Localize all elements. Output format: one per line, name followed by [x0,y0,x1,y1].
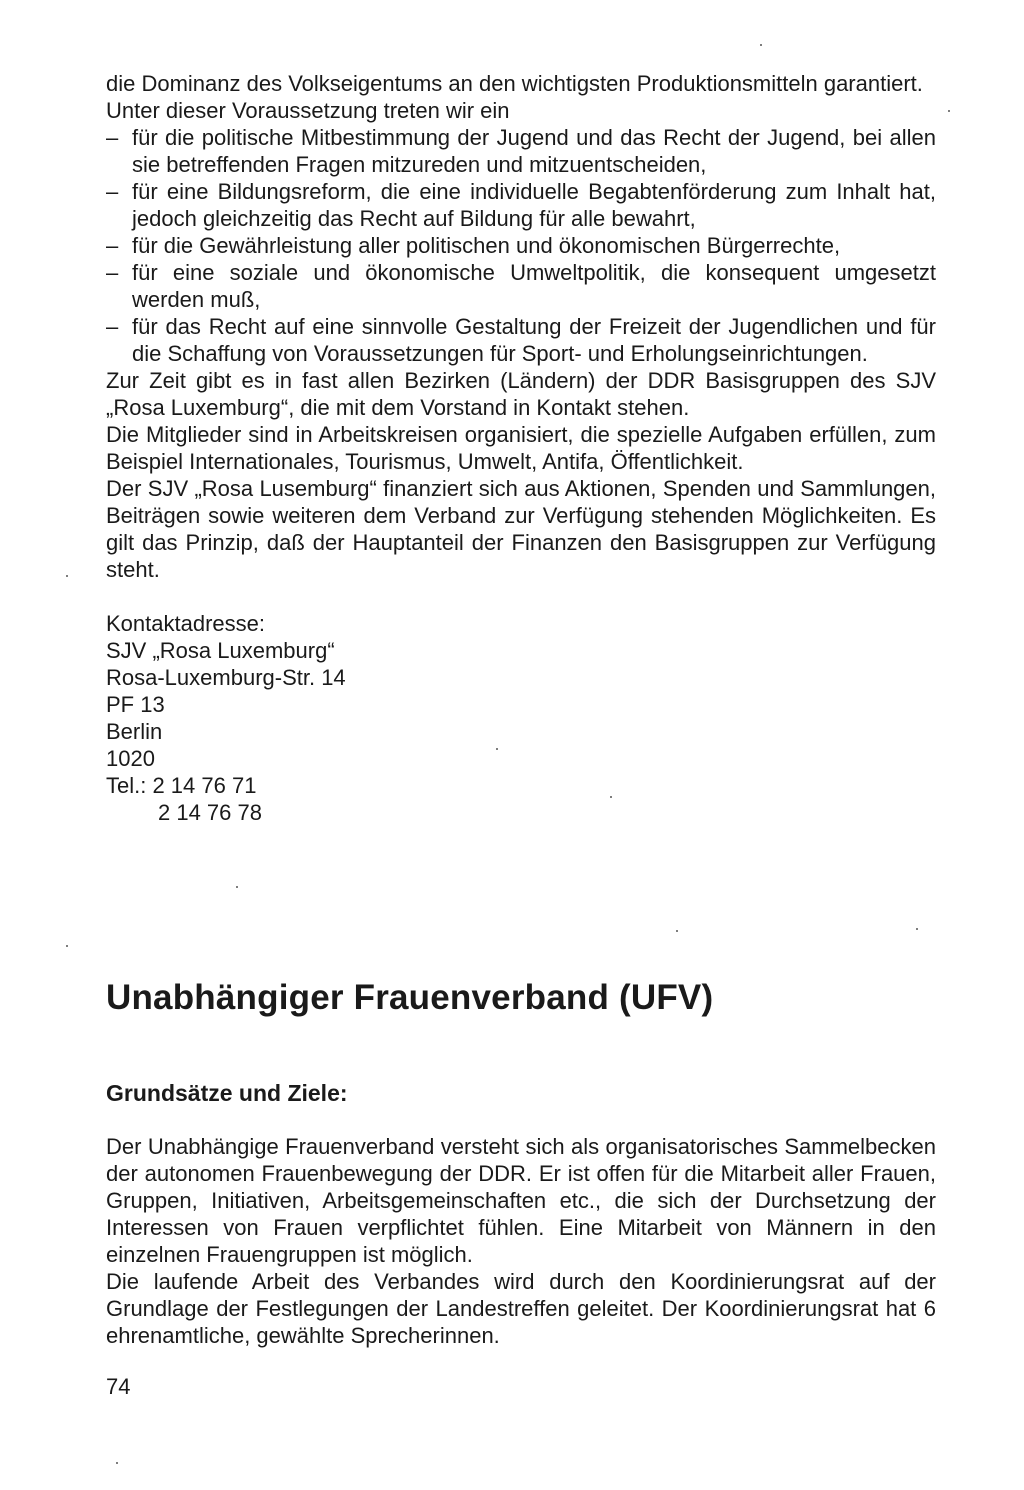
contact-zip: 1020 [106,746,155,771]
section-title: Unabhängiger Frauenverband (UFV) [106,978,714,1017]
scan-speck [66,575,68,577]
paragraph-basisgruppen: Zur Zeit gibt es in fast allen Bezirken (Ländern) der DDR Basisgruppen des SJV „Rosa Luxemburg“, die mit dem Vorstand in Kontakt stehen. [106,368,936,420]
scan-speck [676,930,678,932]
scan-speck [948,110,950,112]
intro-line-2: Unter dieser Voraussetzung treten wir ein [106,98,510,123]
scan-speck [610,796,612,798]
scan-speck [916,928,918,930]
scan-speck [236,886,238,888]
contact-label: Kontaktadresse: [106,611,265,636]
scan-speck [116,1462,118,1464]
contact-org: SJV „Rosa Luxemburg“ [106,638,335,663]
contact-city: Berlin [106,719,163,744]
contact-phone-2: 2 14 76 78 [158,800,262,825]
scan-speck [760,44,762,46]
scan-speck [66,945,68,947]
list-item: – für eine soziale und ökonomische Umweltpolitik, die konsequent umgesetzt werden muß, [106,259,936,313]
ufv-body [106,1133,936,1349]
page-number: 74 [106,1374,131,1399]
contact-street: Rosa-Luxemburg-Str. 14 [106,665,346,690]
page-body [106,70,936,826]
paragraph-finanzierung: Der SJV „Rosa Lusemburg“ finanziert sich aus Aktionen, Spenden und Sammlungen, Beiträgen sowie weiteren dem Verband zur Verfügung stehenden Möglichkeiten. Es gilt das Prinzip, daß der Hauptanteil der Finanzen den Basisgruppen zur Verfügung steht. [106,476,936,582]
contact-address [106,610,936,826]
demands-list [106,124,936,367]
list-item: – für eine Bildungsreform, die eine individuelle Begabtenförderung zum Inhalt hat, jedoch gleichzeitig das Recht auf Bildung für alle bewahrt, [106,178,936,232]
scan-speck [496,748,498,750]
paragraph-arbeitskreise: Die Mitglieder sind in Arbeitskreisen organisiert, die spezielle Aufgaben erfüllen, zum Beispiel Internationales, Tourismus, Umwelt, Antifa, Öffentlichkeit. [106,422,936,474]
ufv-paragraph-1: Der Unabhängige Frauenverband versteht sich als organisatorisches Sammelbecken der autonomen Frauenbewegung der DDR. Er ist offen für die Mitarbeit aller Frauen, Gruppen, Initiativen, Arbeitsgemeinschaften etc., die sich der Durchsetzung der Interessen von Frauen verpflichtet fühlen. Eine Mitarbeit von Männern in den einzelnen Frauengruppen ist möglich. [106,1134,936,1267]
list-item: – für das Recht auf eine sinnvolle Gestaltung der Freizeit der Jugendlichen und für die Schaffung von Voraussetzungen für Sport- und Erholungseinrichtungen. [106,313,936,367]
contact-pf: PF 13 [106,692,165,717]
section-subtitle: Grundsätze und Ziele: [106,1080,348,1106]
list-item: – für die Gewährleistung aller politischen und ökonomischen Bürgerrechte, [106,232,936,259]
intro-line-1: die Dominanz des Volkseigentums an den wichtigsten Produktionsmitteln garantiert. [106,71,923,96]
list-item: – für die politische Mitbestimmung der Jugend und das Recht der Jugend, bei allen sie betreffenden Fragen mitzureden und mitzuentscheiden, [106,124,936,178]
ufv-paragraph-2: Die laufende Arbeit des Verbandes wird durch den Koordinierungsrat auf der Grundlage der Festlegungen der Landestreffen geleitet. Der Koordinierungsrat hat 6 ehrenamtliche, gewählte Sprecherinnen. [106,1269,936,1348]
contact-phone-1: Tel.: 2 14 76 71 [106,773,257,798]
